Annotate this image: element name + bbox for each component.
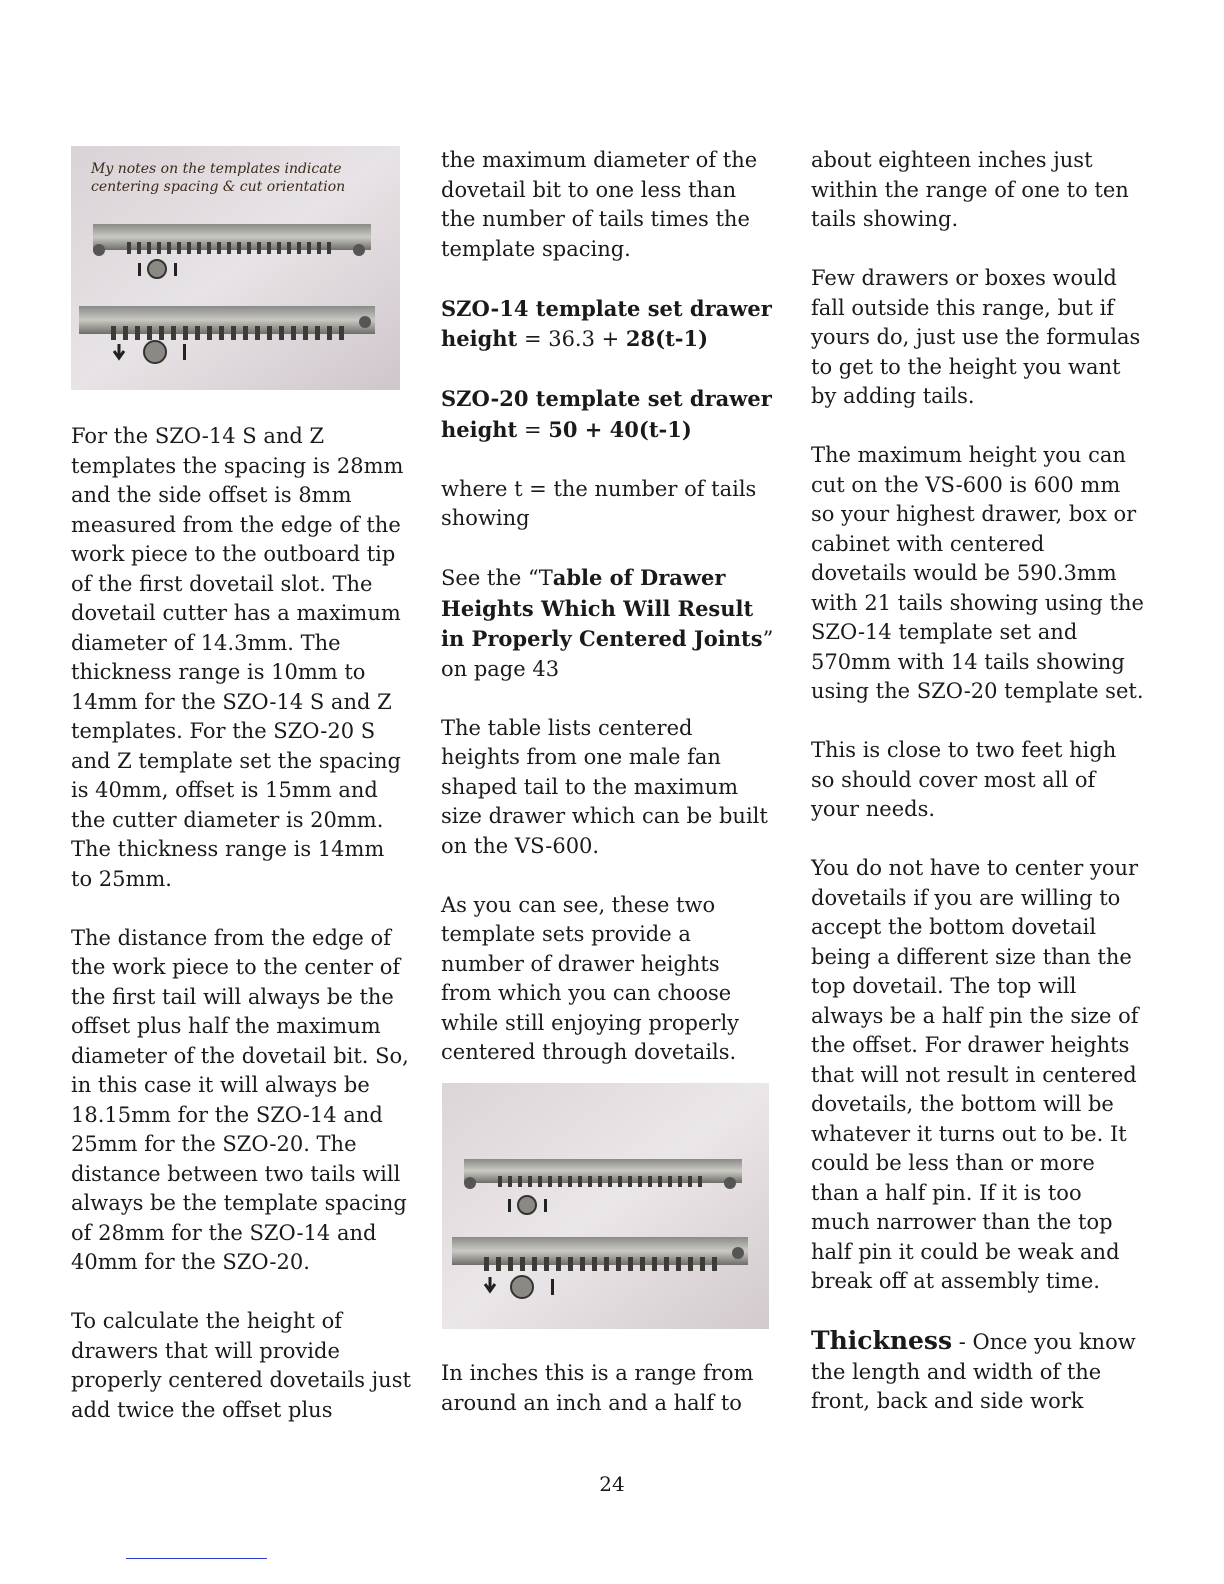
thickness-heading: Thickness: [811, 1326, 953, 1355]
footnote-rule: [126, 1558, 267, 1559]
col3-paragraph-5: You do not have to center your dovetails if you are willing to accept the bottom dovetail being a different size than the top dovetail. The top will always be a half pin the size of the offset. For drawer heights that will not result in centered dovetails, the bottom will be whatever it turns out to be. It could be less than or more than a half pin. If it is too much narrower than the top half pin it could be weak and break off at assembly time.: [811, 856, 1139, 1293]
column-2: [441, 146, 776, 1097]
col1-paragraph-1: For the SZO-14 S and Z templates the spacing is 28mm and the side offset is 8mm measured from the edge of the work piece to the outboard tip of the first dovetail slot. The dovetail cutter has a maximum diameter of 14.3mm. The thickness range is 10mm to 14mm for the SZO-14 S and Z templates. For the SZO-20 S and Z template set the spacing is 40mm, offset is 15mm and the cutter diameter is 20mm. The thickness range is 14mm to 25mm.: [71, 424, 404, 891]
template-photo-bottom: [442, 1083, 769, 1329]
see-table-post: ” on page 43: [441, 627, 774, 681]
col1-paragraph-3: To calculate the height of drawers that will provide properly centered dovetails just add twice the offset plus: [71, 1309, 411, 1422]
col3-paragraph-2: Few drawers or boxes would fall outside this range, but if yours do, just use the formulas to get to the height you want by adding tails.: [811, 266, 1141, 408]
col3-paragraph-4: This is close to two feet high so should cover most all of your needs.: [811, 738, 1117, 821]
col2-where-paragraph: where t = the number of tails showing: [441, 476, 757, 530]
photo-caption-line-1: My notes on the templates indicate: [91, 161, 342, 177]
photo-caption: [91, 160, 345, 196]
see-table-title: able of Drawer Heights Which Will Result in Properly Centered Joints: [441, 565, 763, 651]
formula-szo14-label: SZO-14 template set drawer height: [441, 295, 772, 351]
formula-szo14: [441, 294, 776, 355]
formula-szo20-part-b: 50 + 40(t-1): [548, 416, 692, 442]
column-1: [71, 422, 411, 1455]
formula-szo20-label: SZO-20 template set drawer height: [441, 386, 772, 442]
formula-szo20: [441, 384, 776, 445]
column-3: [811, 146, 1146, 1446]
see-table-pre: See the “T: [441, 566, 553, 590]
page-number: 24: [599, 1472, 625, 1496]
col3-paragraph-1: about eighteen inches just within the range of one to ten tails showing.: [811, 148, 1129, 231]
template-photo-top: [71, 146, 400, 390]
template-photo-bottom-art: [442, 1083, 769, 1329]
col2-asyou-paragraph: As you can see, these two template sets provide a number of drawer heights from which you can choose while still enjoying properly centered through dovetails.: [441, 892, 740, 1064]
formula-szo20-part-a: =: [517, 417, 549, 442]
col1-paragraph-2: The distance from the edge of the work piece to the center of the first tail will always be the offset plus half the maximum diameter of the dovetail bit. So, in this case it will always be 18.15mm for the SZO-14 and 25mm for the SZO-20. The distance between two tails will always be the template spacing of 28mm for the SZO-14 and 40mm for the SZO-20.: [71, 925, 409, 1274]
formula-szo14-part-a: = 36.3 +: [517, 327, 626, 351]
col2-see-table-paragraph: [441, 563, 776, 684]
col3-thickness-paragraph: [811, 1326, 1146, 1417]
photo-caption-line-2: centering spacing & cut orientation: [91, 179, 346, 195]
col2-table-paragraph: The table lists centered heights from one male fan shaped tail to the maximum size drawer which can be built on the VS-600.: [441, 715, 768, 858]
formula-szo14-part-b: 28(t-1): [625, 326, 709, 351]
col3-paragraph-3: The maximum height you can cut on the VS-600 is 600 mm so your highest drawer, box or cabinet with centered dovetails would be 590.3mm with 21 tails showing using the SZO-14 template set and 570mm with 14 tails showing using the SZO-20 template set.: [811, 443, 1144, 703]
col2-paragraph-1: the maximum diameter of the dovetail bit to one less than the number of tails times the template spacing.: [441, 148, 758, 261]
column-2-bottom: [441, 1359, 776, 1448]
thickness-text: - Once you know the length and width of the front, back and side work: [811, 1330, 1136, 1413]
col2-inches-paragraph: In inches this is a range from around an inch and a half to: [441, 1361, 754, 1415]
